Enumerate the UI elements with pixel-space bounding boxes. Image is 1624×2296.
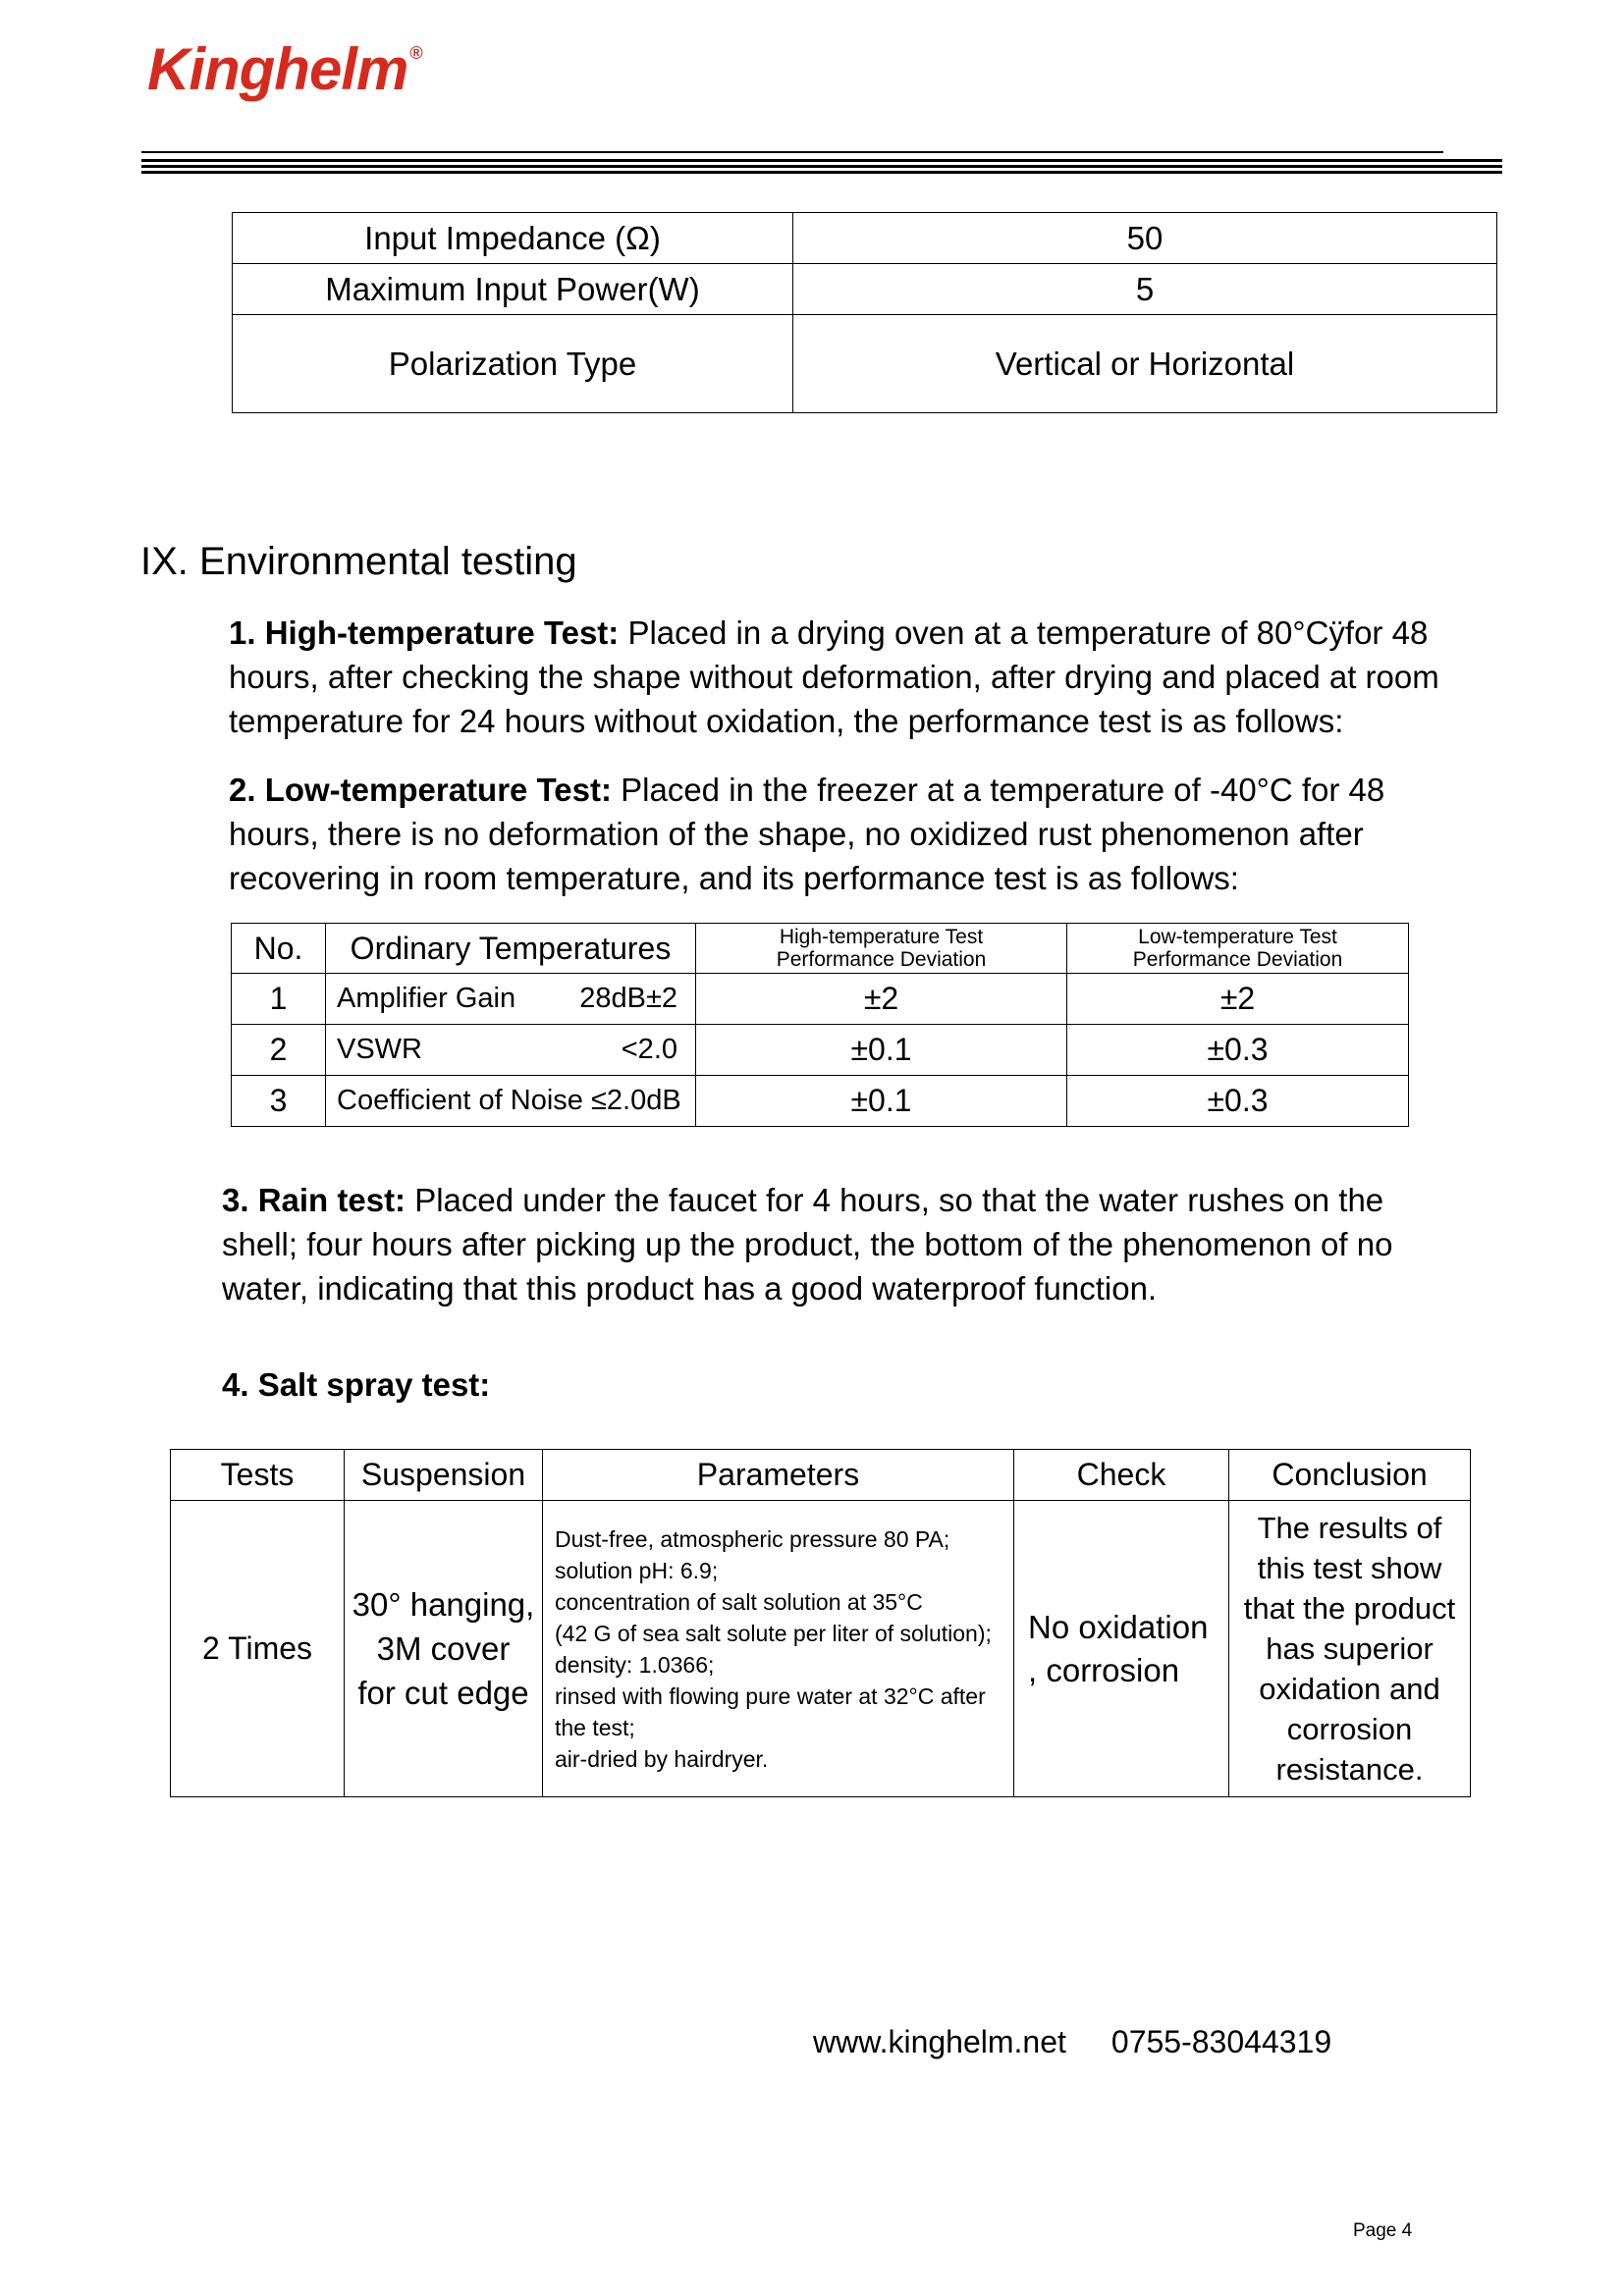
high-temp-heading: 1. High-temperature Test: (229, 614, 620, 651)
conclusion-line: corrosion (1286, 1712, 1413, 1746)
salt-header-check: Check (1014, 1450, 1229, 1501)
salt-check (1014, 1501, 1229, 1797)
perf-header-high-line1: High-temperature Test (779, 926, 984, 948)
footer-website[interactable]: www.kinghelm.net (813, 2024, 1066, 2059)
spec-row (233, 264, 1497, 315)
high-temp-body: Placed in a drying oven at a temperature of 80°Cÿfor 48 hours, after checking the shape without deformation, after drying and placed at room temperature for 24 hours without oxidation, the performance test is as follows: (229, 614, 1439, 739)
perf-header-high-line2: Performance Deviation (776, 948, 987, 971)
spec-label: Maximum Input Power(W) (233, 264, 793, 315)
perf-low: ±0.3 (1067, 1025, 1409, 1076)
salt-spray-table (170, 1449, 1471, 1797)
perf-item (326, 1076, 696, 1127)
perf-item-name: VSWR (337, 1034, 422, 1065)
perf-item (326, 974, 696, 1025)
perf-header-ordinary: Ordinary Temperatures (326, 924, 696, 974)
parameter-line: the test; (555, 1714, 635, 1740)
salt-tests: 2 Times (171, 1501, 345, 1797)
salt-header-conclusion: Conclusion (1229, 1450, 1471, 1501)
salt-header-parameters: Parameters (543, 1450, 1014, 1501)
logo-text: Kinghelm (147, 36, 408, 102)
brand-logo (147, 35, 420, 103)
low-temp-body: Placed in the freezer at a temperature of -40°C for 48 hours, there is no deformation of the shape, no oxidized rust phenomenon after recovering in room temperature, and its performance test is as follows: (229, 772, 1385, 896)
conclusion-line: that the product (1243, 1591, 1456, 1626)
perf-item (326, 1025, 696, 1076)
perf-header-low (1067, 924, 1409, 974)
parameter-line: density: 1.0366; (555, 1651, 715, 1678)
rain-test-paragraph (222, 1178, 1430, 1310)
parameter-line: air-dried by hairdryer. (555, 1745, 769, 1772)
perf-header-low-line2: Performance Deviation (1132, 948, 1343, 971)
perf-item-spec: ≤2.0dB (591, 1085, 681, 1116)
low-temp-heading: 2. Low-temperature Test: (229, 772, 612, 808)
parameter-line: (42 G of sea salt solute per liter of solution); (555, 1620, 992, 1646)
spec-value: Vertical or Horizontal (793, 315, 1497, 413)
suspension-line: 3M cover (376, 1630, 511, 1667)
spec-row (233, 213, 1497, 264)
perf-high: ±0.1 (696, 1076, 1067, 1127)
perf-no: 1 (232, 974, 326, 1025)
footer-phone: 0755-83044319 (1110, 2024, 1332, 2059)
perf-row (232, 1076, 1409, 1127)
header-rule-2 (141, 165, 1502, 168)
suspension-line: for cut edge (357, 1675, 529, 1711)
perf-header-no: No. (232, 924, 326, 974)
parameter-line: rinsed with flowing pure water at 32°C after (555, 1682, 986, 1709)
parameter-line: solution pH: 6.9; (555, 1557, 719, 1583)
perf-item-spec: 28dB±2 (579, 983, 677, 1014)
header-rule-1 (141, 159, 1502, 162)
high-temp-paragraph (229, 611, 1505, 743)
spec-value: 50 (793, 213, 1497, 264)
salt-parameters (543, 1501, 1014, 1797)
check-line: No oxidation (1028, 1608, 1209, 1645)
perf-header-row (232, 924, 1409, 974)
perf-low: ±0.3 (1067, 1076, 1409, 1127)
spec-row (233, 315, 1497, 413)
spec-value: 5 (793, 264, 1497, 315)
spec-label: Polarization Type (233, 315, 793, 413)
low-temp-paragraph (229, 768, 1427, 900)
page-footer (813, 2024, 1331, 2060)
perf-header-low-line1: Low-temperature Test (1138, 926, 1337, 948)
parameter-line: Dust-free, atmospheric pressure 80 PA; (555, 1525, 950, 1552)
perf-item-name: Amplifier Gain (337, 983, 516, 1014)
salt-header-row (171, 1450, 1471, 1501)
conclusion-line: resistance. (1275, 1752, 1424, 1787)
salt-row (171, 1501, 1471, 1797)
spec-table (232, 212, 1497, 413)
salt-header-suspension: Suspension (345, 1450, 543, 1501)
performance-table (231, 923, 1409, 1127)
salt-spray-paragraph (222, 1362, 1204, 1407)
conclusion-line: The results of (1257, 1511, 1442, 1545)
conclusion-line: this test show (1257, 1551, 1442, 1585)
conclusion-line: has superior (1266, 1631, 1434, 1666)
header-rule-thin (141, 151, 1443, 153)
salt-header-tests: Tests (171, 1450, 345, 1501)
salt-conclusion (1229, 1501, 1471, 1797)
salt-spray-heading: 4. Salt spray test: (222, 1366, 491, 1403)
section-title: IX. Environmental testing (140, 540, 577, 583)
perf-row (232, 1025, 1409, 1076)
perf-high: ±2 (696, 974, 1067, 1025)
salt-suspension (345, 1501, 543, 1797)
rain-test-heading: 3. Rain test: (222, 1182, 406, 1218)
perf-item-name: Coefficient of Noise (337, 1085, 583, 1116)
page-number: Page 4 (1353, 2220, 1413, 2241)
perf-no: 3 (232, 1076, 326, 1127)
suspension-line: 30° hanging, (352, 1586, 535, 1623)
perf-item-spec: <2.0 (621, 1034, 677, 1065)
perf-header-high (696, 924, 1067, 974)
perf-row (232, 974, 1409, 1025)
header-rule-3 (141, 171, 1502, 174)
perf-no: 2 (232, 1025, 326, 1076)
spec-label: Input Impedance (Ω) (233, 213, 793, 264)
rain-test-body: Placed under the faucet for 4 hours, so that the water rushes on the shell; four hours after picking up the product, the bottom of the phenomenon of no water, indicating that this product has a good waterproof function. (222, 1182, 1393, 1307)
conclusion-line: oxidation and (1259, 1672, 1440, 1706)
perf-high: ±0.1 (696, 1025, 1067, 1076)
registered-mark: ® (409, 43, 422, 63)
perf-low: ±2 (1067, 974, 1409, 1025)
check-line: , corrosion (1028, 1651, 1180, 1688)
parameter-line: concentration of salt solution at 35°C (555, 1588, 923, 1615)
